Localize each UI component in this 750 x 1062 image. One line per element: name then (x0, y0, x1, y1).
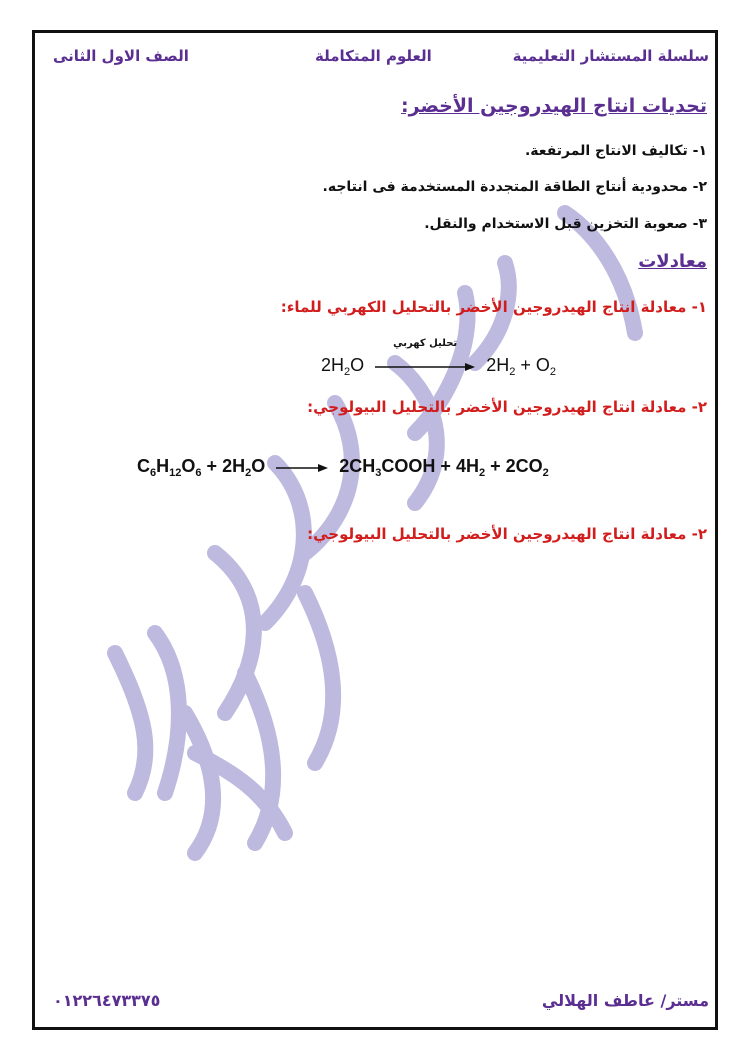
challenge-item-1: ١- تكاليف الانتاج المرتفعة. (524, 143, 707, 159)
eq2-water-tail: O (251, 456, 266, 476)
subject-name: العلوم المتكاملة (315, 47, 432, 65)
eq1-product-2-sub: 2 (549, 366, 557, 378)
equation-electrolysis (321, 338, 557, 378)
eq1-reactant-sub: 2 (344, 366, 351, 378)
equation-1-label: ١- معادلة انتاج الهيدروجين الأخضر بالتحليل الكهربي للماء: (280, 298, 707, 316)
equation-2-label: ٢- معادلة انتاج الهيدروجين الأخضر بالتحليل البيولوجي: (307, 398, 707, 416)
eq2-water-sub: 2 (245, 467, 252, 479)
eq1-arrow (375, 338, 475, 376)
eq2-co2-sub: 2 (542, 467, 549, 479)
eq2-hydrogen: 4H (455, 456, 479, 476)
eq2-c-sub: 6 (150, 467, 157, 479)
equation-3-label: ٢- معادلة انتاج الهيدروجين الأخضر بالتحليل البيولوجي: (307, 525, 707, 543)
eq2-acid-b: COOH (381, 456, 436, 476)
eq2-o-sub: 6 (195, 467, 202, 479)
eq1-reactant-tail: O (350, 355, 365, 375)
eq2-co2: 2CO (505, 456, 543, 476)
challenge-item-2: ٢- محدودية أنتاج الطاقة المتجددة المستخدمة فى انتاجه. (322, 179, 707, 195)
eq1-product-2: O (535, 355, 550, 375)
arrow-right-icon (276, 463, 328, 473)
eq2-c: C (137, 456, 150, 476)
eq1-arrow-label: تحليل كهربي (393, 338, 458, 350)
eq2-plus-2: + (440, 456, 451, 476)
eq2-hydrogen-sub: 2 (478, 467, 486, 479)
challenge-item-3: ٣- صعوبة التخزين قبل الاستخدام والنقل. (424, 216, 707, 232)
eq1-reactant-coef: 2H (321, 355, 345, 375)
eq2-h: H (156, 456, 170, 476)
eq2-o: O (181, 456, 196, 476)
eq2-h-sub: 12 (169, 467, 182, 479)
eq2-plus-1: + (206, 456, 218, 476)
eq1-product-1-sub: 2 (509, 366, 516, 378)
eq1-plus: + (520, 355, 531, 375)
grade-name: الصف الاول الثانى (53, 47, 189, 65)
eq2-acid-a: 2CH (339, 456, 376, 476)
arrow-right-icon (375, 362, 475, 372)
eq2-acid-sub: 3 (375, 467, 382, 479)
section-title-equations: معادلات (638, 251, 707, 272)
page-frame (32, 30, 718, 1030)
author-name: مستر/ عاطف الهلالي (541, 991, 709, 1010)
eq2-water: 2H (222, 456, 246, 476)
eq2-plus-3: + (490, 456, 501, 476)
eq2-arrow (276, 457, 328, 477)
section-title-challenges: تحديات انتاج الهيدروجين الأخضر: (401, 95, 707, 117)
series-name: سلسلة المستشار التعليمية (512, 47, 709, 65)
eq1-product-1: 2H (486, 355, 510, 375)
equation-biological (137, 456, 549, 479)
phone-number: ٠١٢٢٦٤٧٣٣٧٥ (53, 991, 161, 1010)
